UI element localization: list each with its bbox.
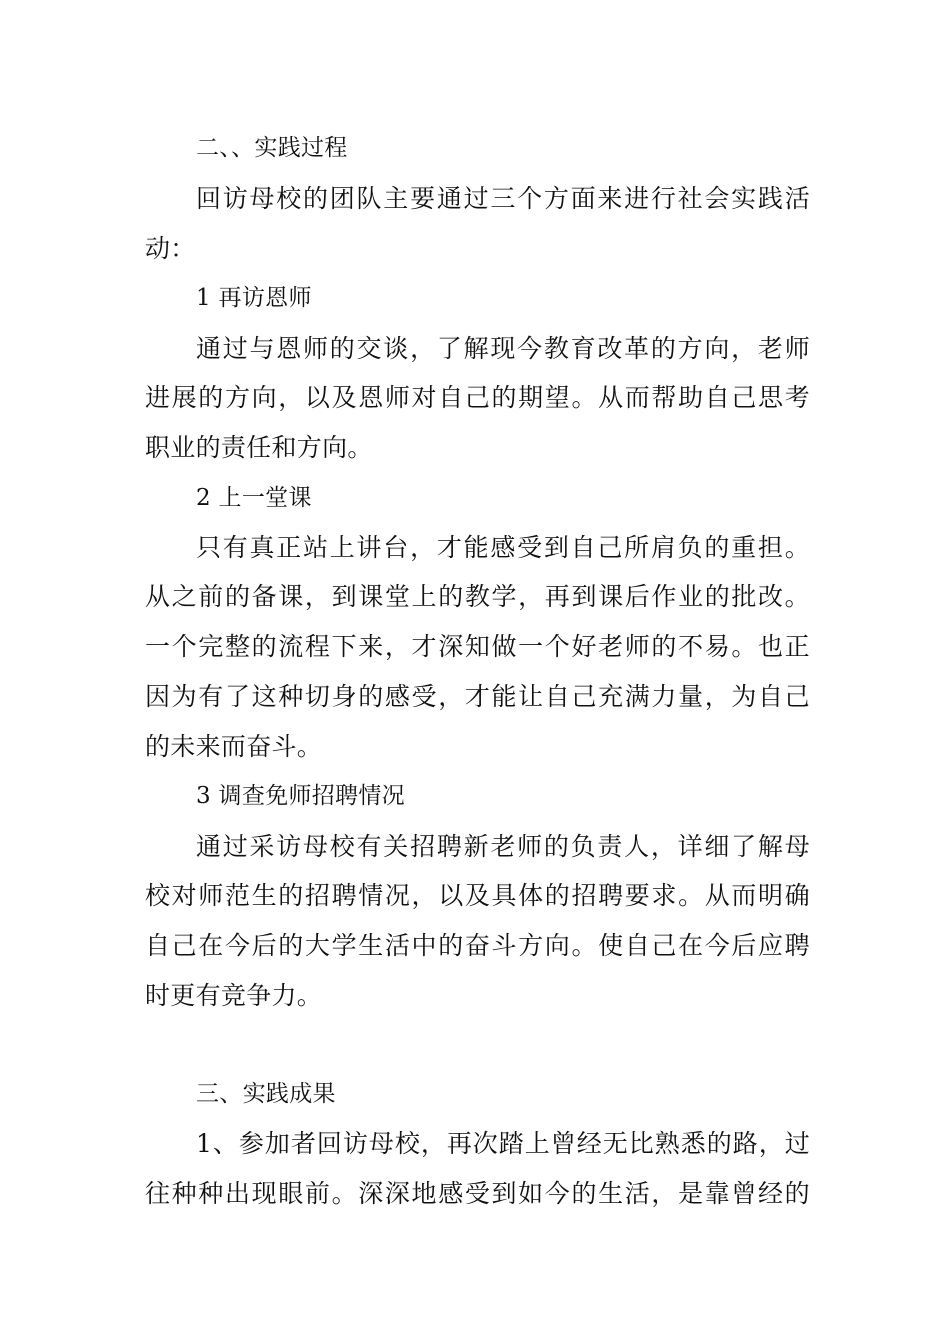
paragraph-line: 往种种出现眼前。深深地感受到如今的生活，是靠曾经的 (145, 1179, 810, 1208)
subsection-title-teach-a-class: 2 上一堂课 (196, 485, 312, 511)
paragraph-line: 通过与恩师的交谈，了解现今教育改革的方向，老师 (196, 334, 810, 363)
paragraph-line: 从之前的备课，到课堂上的教学，再到课后作业的批改。 (145, 582, 810, 611)
paragraph-line: 通过采访母校有关招聘新老师的负责人，详细了解母 (196, 832, 810, 861)
paragraph-line: 1、参加者回访母校，再次踏上曾经无比熟悉的路，过 (196, 1129, 810, 1158)
paragraph-line: 时更有竞争力。 (145, 981, 323, 1010)
subsection-title-recruitment-survey: 3 调查免师招聘情况 (196, 783, 405, 809)
paragraph-line: 自己在今后的大学生活中的奋斗方向。使自己在今后应聘 (145, 931, 810, 960)
paragraph-line: 职业的责任和方向。 (145, 433, 373, 462)
paragraph-line: 只有真正站上讲台，才能感受到自己所肩负的重担。 (196, 533, 810, 562)
paragraph-line: 因为有了这种切身的感受，才能让自己充满力量，为自己 (145, 682, 810, 711)
section-heading-practice-results: 三、实践成果 (196, 1081, 336, 1107)
subsection-title-revisit-teacher: 1 再访恩师 (196, 285, 312, 311)
paragraph-line: 动： (145, 234, 196, 263)
section-heading-practice-process: 二、、实践过程 (196, 135, 348, 161)
paragraph-line: 的未来而奋斗。 (145, 732, 323, 761)
paragraph-line: 回访母校的团队主要通过三个方面来进行社会实践活 (196, 184, 810, 213)
paragraph-line: 校对师范生的招聘情况，以及具体的招聘要求。从而明确 (145, 881, 810, 910)
paragraph-line: 一个完整的流程下来，才深知做一个好老师的不易。也正 (145, 632, 810, 661)
paragraph-line: 进展的方向，以及恩师对自己的期望。从而帮助自己思考 (145, 383, 810, 412)
